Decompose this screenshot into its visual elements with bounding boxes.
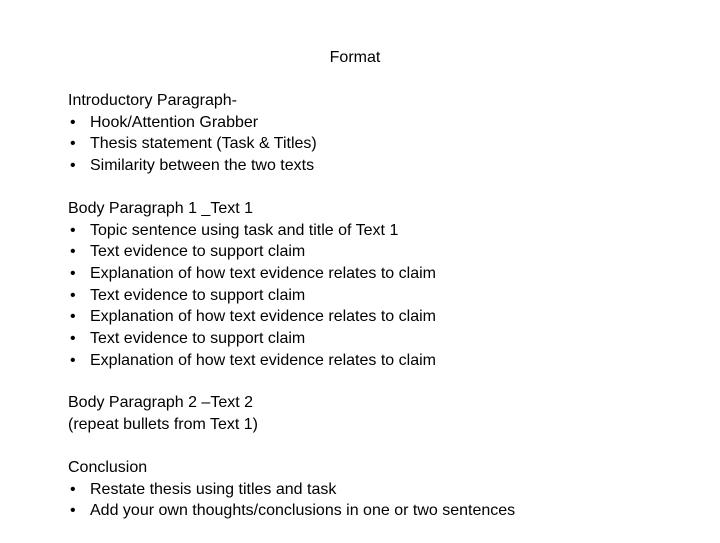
list-item [68,479,708,501]
list-item-text: Text evidence to support claim [90,330,306,348]
list-item [68,500,708,522]
list-item [68,220,708,242]
section-heading: Body Paragraph 2 –Text 2 [68,394,254,412]
bullet-icon: • [70,351,76,369]
bullet-icon: • [70,157,76,175]
list-item-text: Text evidence to support claim [90,286,306,304]
list-item [68,263,708,285]
list-item-text: Similarity between the two texts [90,157,315,175]
list-item-text: Topic sentence using task and title of Text 1 [90,221,399,239]
bullet-icon: • [70,221,76,239]
section-introductory-paragraph [68,90,708,177]
bullet-icon: • [70,113,76,131]
bullet-icon: • [70,308,76,326]
section-heading: Conclusion [68,458,148,476]
list-item [68,350,708,372]
list-item [68,241,708,263]
section-heading: Body Paragraph 1 _Text 1 [68,199,254,217]
bullet-icon: • [70,330,76,348]
bullet-icon: • [70,135,76,153]
bullet-icon: • [70,502,76,520]
outline-content [68,90,708,543]
list-item-text: Add your own thoughts/conclusions in one or two sentences [90,502,516,520]
section-body-paragraph-2 [68,392,708,435]
bullet-icon: • [70,243,76,261]
list-item [68,285,708,307]
list-item-text: Hook/Attention Grabber [90,113,259,131]
page-title: Format [329,49,381,66]
list-item [68,328,708,350]
bullet-icon: • [70,264,76,282]
list-item [68,112,708,134]
list-item [68,306,708,328]
bullet-icon: • [70,286,76,304]
list-item [68,133,708,155]
list-item-text: Restate thesis using titles and task [90,480,337,498]
section-note: (repeat bullets from Text 1) [68,416,259,434]
list-item-text: Explanation of how text evidence relates to claim [90,351,436,369]
section-body-paragraph-1 [68,198,708,372]
list-item [68,155,708,177]
list-item-text: Explanation of how text evidence relates to claim [90,264,436,282]
bullet-icon: • [70,480,76,498]
list-item-text: Text evidence to support claim [90,243,306,261]
section-heading: Introductory Paragraph- [68,92,237,109]
section-conclusion [68,457,708,522]
list-item-text: Explanation of how text evidence relates to claim [90,308,436,326]
list-item-text: Thesis statement (Task & Titles) [90,135,317,153]
